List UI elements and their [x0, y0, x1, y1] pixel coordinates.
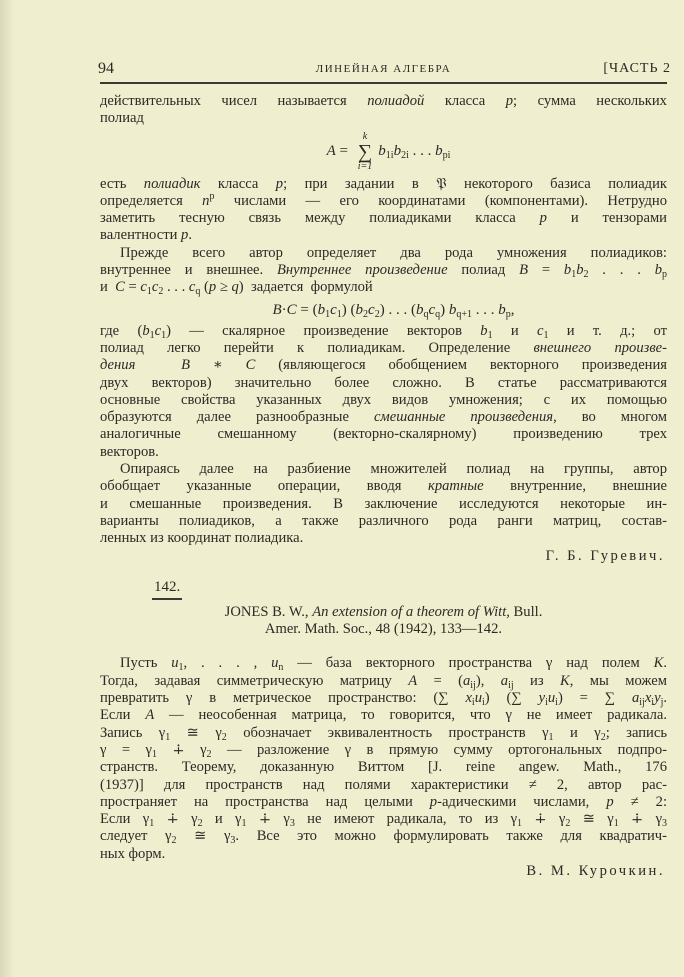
- subscript: j: [660, 697, 664, 709]
- italic-run: K: [560, 672, 570, 689]
- italic-run: c: [154, 322, 162, 339]
- text-run: не имеют радикала, то из γ: [294, 811, 518, 828]
- subscript: 1: [178, 662, 184, 674]
- text-run: аналогичные смешанному (векторно-скалярному) произведению трех: [100, 426, 667, 443]
- text-run: ; запись: [605, 724, 667, 741]
- text-run: ) (: [341, 301, 356, 318]
- italic-run: a: [631, 690, 640, 707]
- italic-run: b: [435, 142, 443, 159]
- text-line: [100, 725, 667, 742]
- italic-run: B ∗ C: [181, 357, 256, 374]
- italic-run: C: [286, 301, 297, 318]
- text-line: [100, 190, 667, 210]
- text-line: [100, 513, 667, 530]
- text-run: заметить тесную связь между полиадиками класса: [100, 210, 540, 227]
- italic-run: x: [465, 690, 472, 707]
- subscript: 1: [336, 308, 342, 320]
- text-run: ) (∑: [484, 690, 539, 707]
- text-line: [100, 461, 667, 478]
- text-run: двух векторов) значительно более сложно. В статье рассматриваются: [100, 374, 667, 391]
- text-run: . . .: [163, 279, 189, 296]
- italic-run: A: [145, 707, 155, 724]
- text-run: класса: [424, 93, 506, 109]
- italic-run: p: [275, 175, 284, 192]
- subscript: 1: [161, 329, 167, 341]
- text-run: Прежде всего автор определяет два рода умножения полиадиков:: [120, 244, 667, 261]
- review-141-signature: Г. Б. Гуревич.: [545, 547, 665, 564]
- subscript: 2i: [401, 149, 409, 161]
- italic-run: u: [271, 655, 279, 672]
- running-header: [98, 58, 671, 84]
- italic-run: p: [505, 93, 514, 109]
- text-run: класса: [200, 175, 276, 192]
- subscript: 2: [600, 731, 606, 743]
- italic-run: b: [142, 322, 150, 339]
- italic-run: b: [480, 322, 488, 339]
- text-run: ≥: [216, 279, 232, 296]
- page-edge-shadow: [0, 0, 14, 977]
- formula-equals: =: [335, 142, 352, 159]
- italic-run: C: [115, 279, 125, 296]
- subscript: q: [423, 308, 429, 320]
- text-run: и смешанные произведения. В заключение исследуются некоторые ин-: [100, 495, 667, 512]
- subscript: n: [278, 662, 284, 674]
- text-run: и: [492, 322, 537, 339]
- italic-run: p: [539, 210, 547, 227]
- text-run: обозначает эквивалентность пространств γ: [226, 724, 549, 741]
- text-line: [100, 176, 667, 193]
- text-line: [100, 110, 667, 127]
- text-line: [100, 673, 667, 690]
- subscript: i: [545, 697, 548, 709]
- text-run: действительных чисел называется: [100, 93, 368, 109]
- italic-run: y: [538, 690, 546, 707]
- text-run: превратить γ в метрическое пространство: (∑: [100, 690, 466, 707]
- text-run: ): [440, 301, 449, 318]
- text-line: [100, 794, 667, 811]
- italic-run: c: [151, 279, 159, 296]
- text-run: основные свойства указанных двух видов умножения; с их помощью: [100, 391, 667, 408]
- subscript: 1: [613, 818, 619, 830]
- text-run: Если: [100, 707, 146, 724]
- italic-run: q: [231, 279, 239, 296]
- text-run: Тогда, задавая симметрическую матрицу: [100, 672, 409, 689]
- text-run: Amer. Math. Soc., 48 (1942), 133—142.: [264, 621, 503, 638]
- text-run: образуются далее разнообразные: [100, 409, 374, 426]
- formula-lhs: A: [326, 142, 336, 159]
- review-141-text-a: [100, 93, 667, 128]
- text-run: и γ: [202, 811, 242, 828]
- text-line: [100, 279, 667, 296]
- text-run: ; сумма нескольких: [513, 93, 667, 109]
- italic-run: a: [463, 672, 471, 689]
- subscript: 2: [197, 818, 203, 830]
- text-run: из: [513, 672, 560, 689]
- text-line: [100, 811, 667, 828]
- text-run: ∔ γ: [157, 741, 207, 758]
- italic-run: x: [644, 690, 652, 707]
- sum-upper-limit: k: [362, 130, 368, 142]
- italic-run: полиадой: [367, 93, 425, 109]
- text-run: и: [100, 279, 116, 296]
- text-run: ≠ 2:: [613, 793, 667, 810]
- text-run: и т. д.; от: [548, 322, 668, 339]
- text-line: [100, 828, 667, 845]
- text-run: ; при задании в 𝔓 некоторого базиса полиадик: [283, 175, 668, 192]
- formula-body: [378, 143, 450, 160]
- italic-run: Внутреннее произведение: [276, 262, 448, 279]
- text-run: [135, 357, 181, 373]
- text-run: ∔ γ: [246, 811, 290, 828]
- text-run: внутренние, внешние: [483, 478, 667, 495]
- subscript: ij: [470, 679, 476, 691]
- italic-run: b: [448, 301, 457, 318]
- text-run: ∔ γ: [154, 811, 198, 828]
- subscript: ij: [639, 697, 645, 709]
- review-number: 142.: [152, 576, 182, 600]
- text-run: где (: [100, 322, 143, 339]
- text-line: [100, 604, 667, 621]
- text-line: [100, 655, 667, 672]
- text-run: следует γ: [100, 828, 172, 845]
- text-run: полиад: [447, 262, 520, 279]
- page-number: 94: [98, 60, 114, 77]
- subscript: 2: [565, 818, 571, 830]
- italic-run: полиадик: [143, 175, 201, 192]
- subscript: p: [505, 308, 511, 320]
- text-line: [100, 707, 667, 724]
- italic-run: b: [355, 301, 364, 318]
- italic-run: B: [519, 262, 529, 279]
- italic-run: n: [202, 192, 210, 209]
- review-141-text-b: [100, 176, 667, 297]
- text-run: внутреннее и внешнее.: [100, 262, 277, 279]
- subscript: 3: [230, 835, 236, 847]
- subscript: 1: [149, 818, 155, 830]
- italic-run: дения: [100, 357, 136, 374]
- text-line: [100, 392, 667, 409]
- italic-run: y: [654, 690, 661, 707]
- subscript: 2: [158, 286, 164, 298]
- sum-symbol: ∑: [357, 140, 373, 163]
- text-run: .: [188, 227, 192, 244]
- text-run: ∔ γ: [522, 811, 566, 828]
- text-run: (: [200, 279, 209, 296]
- text-line: [100, 375, 667, 392]
- italic-run: b: [576, 262, 584, 279]
- text-line: [100, 690, 667, 707]
- text-line: [100, 323, 667, 340]
- text-run: . . .: [588, 262, 655, 279]
- subscript: 2: [206, 748, 212, 760]
- subscript: q+1: [456, 308, 473, 320]
- subscript: 1: [543, 329, 549, 341]
- formula-polyadic-sum: [100, 128, 667, 176]
- text-run: Bull.: [509, 603, 543, 620]
- text-run: ) . . . (: [379, 301, 416, 318]
- subscript: i: [482, 697, 485, 709]
- text-run: , мы можем: [569, 672, 667, 689]
- subscript: 1: [149, 329, 155, 341]
- text-line: [100, 426, 667, 443]
- italic-run: c: [188, 279, 196, 296]
- italic-run: внешнего произве-: [533, 339, 667, 356]
- italic-run: u: [474, 690, 482, 707]
- text-line: [100, 759, 667, 776]
- text-run: странств. Теорему, доказанную Виттом [J. reine angew. Math., 176: [100, 759, 667, 776]
- subscript: ij: [508, 679, 514, 691]
- subscript: 1: [548, 731, 554, 743]
- text-line: [100, 245, 667, 262]
- text-run: γ = γ: [100, 741, 152, 758]
- text-run: определяется: [100, 192, 203, 209]
- text-run: Опираясь далее на разбиение множителей полиад на группы, автор: [120, 461, 667, 478]
- text-line: [100, 742, 667, 759]
- text-run: . . .: [472, 301, 499, 318]
- part-label: [ЧАСТЬ 2: [603, 61, 671, 76]
- subscript: 2: [171, 835, 177, 847]
- subscript: 1: [241, 818, 247, 830]
- text-run: .: [663, 655, 667, 672]
- text-run: ∔ γ: [618, 811, 663, 828]
- italic-run: p: [429, 793, 438, 810]
- text-line: [100, 409, 667, 426]
- page-body: [100, 93, 667, 880]
- subscript: 1i: [385, 149, 394, 161]
- subscript: 1: [325, 308, 331, 320]
- text-run: полиад: [100, 110, 144, 127]
- subscript: i: [555, 697, 558, 709]
- italic-run: c: [536, 322, 544, 339]
- text-line: [100, 846, 667, 863]
- subscript: 1: [517, 818, 523, 830]
- italic-run: u: [547, 690, 556, 707]
- italic-run: b: [393, 142, 402, 159]
- text-run: валентности: [100, 227, 182, 244]
- subscript: 1: [165, 731, 171, 743]
- italic-run: b: [415, 301, 424, 318]
- review-142-signature: В. М. Курочкин.: [526, 862, 665, 879]
- text-run: есть: [100, 175, 144, 192]
- text-run: ) — скалярное произведение векторов: [166, 322, 481, 339]
- italic-run: u: [171, 655, 179, 672]
- sum-lower-limit: i=1: [357, 160, 373, 172]
- italic-run: c: [428, 301, 436, 318]
- text-run: . . .: [408, 142, 436, 159]
- subscript: 3: [289, 818, 295, 830]
- text-run: обобщает указанные операции, вводя: [100, 478, 428, 495]
- text-run: -адическими числами,: [437, 793, 607, 810]
- text-run: (являющегося обобщением векторного произведения: [255, 357, 668, 374]
- text-line: [100, 262, 667, 279]
- subscript: i: [651, 697, 655, 709]
- subscript: pi: [442, 149, 451, 161]
- subscript: q: [195, 286, 201, 298]
- text-run: пространяет на пространства над целыми: [100, 793, 430, 810]
- italic-run: c: [140, 279, 147, 296]
- text-run: Пусть: [120, 655, 172, 672]
- subscript: 1: [146, 286, 152, 298]
- text-run: — разложение γ в прямую сумму ортогональных подпро-: [211, 741, 667, 758]
- text-run: ≅ γ: [176, 828, 231, 845]
- text-run: ) задается формулой: [238, 279, 373, 296]
- text-run: , во многом: [553, 409, 667, 426]
- italic-run: B: [272, 301, 282, 318]
- text-run: ),: [475, 672, 501, 689]
- subscript: p: [661, 269, 667, 281]
- text-line: [100, 496, 667, 513]
- italic-run: p: [606, 793, 614, 810]
- italic-run: A: [408, 672, 418, 689]
- subscript: 1: [571, 269, 577, 281]
- text-run: числами — его координатами (компонентами). Нетрудно: [214, 192, 667, 209]
- summation-sign: [358, 131, 373, 173]
- text-line: [100, 621, 667, 638]
- subscript: q: [435, 308, 441, 320]
- italic-run: смешанные произведения: [373, 409, 554, 426]
- text-run: ≅ γ: [170, 724, 222, 741]
- text-line: [100, 340, 667, 357]
- subscript: 2: [374, 308, 380, 320]
- text-run: ленных из координат полиадика.: [100, 530, 304, 547]
- italic-run: b: [498, 301, 506, 318]
- text-run: JONES B. W.,: [224, 603, 313, 620]
- review-141-text-c: [100, 323, 667, 548]
- italic-run: p: [208, 279, 217, 296]
- text-run: ·: [281, 301, 287, 318]
- text-run: ных форм.: [100, 845, 166, 862]
- text-line: [100, 93, 667, 110]
- text-line: [100, 777, 667, 794]
- italic-run: b: [654, 262, 662, 279]
- italic-run: K: [653, 655, 664, 672]
- text-line: [100, 227, 667, 244]
- review-142-text: [100, 655, 667, 863]
- italic-run: p: [181, 227, 189, 244]
- italic-run: An extension of a theorem of Witt,: [312, 603, 510, 620]
- text-run: = (: [296, 301, 318, 318]
- text-run: . Все это можно формулировать также для квадратич-: [235, 828, 667, 845]
- bibliographic-reference: [100, 604, 667, 639]
- text-line: [100, 478, 667, 495]
- text-run: — неособенная матрица, то говорится, что γ не имеет радикала.: [154, 707, 667, 724]
- text-run: .: [663, 690, 667, 707]
- text-run: , . . . ,: [183, 655, 272, 672]
- italic-run: a: [500, 672, 509, 689]
- text-run: полиад легко перейти к полиадикам. Определение: [100, 339, 534, 356]
- subscript: 2: [583, 269, 589, 281]
- book-page: [98, 58, 671, 880]
- subscript: 2: [221, 731, 227, 743]
- subscript: 1: [152, 748, 157, 760]
- text-run: векторов.: [100, 443, 159, 460]
- text-run: Если γ: [100, 811, 150, 828]
- italic-run: b: [378, 142, 386, 159]
- running-title: ЛИНЕЙНАЯ АЛГЕБРА: [315, 63, 452, 75]
- text-run: =: [528, 262, 564, 279]
- italic-run: c: [330, 301, 337, 318]
- text-run: Запись γ: [100, 724, 166, 741]
- subscript: 3: [662, 818, 668, 830]
- formula-inner-product: [100, 297, 667, 323]
- text-run: варианты полиадиков, а также различного рода ранги матриц, состав-: [100, 512, 667, 529]
- subscript: i: [471, 697, 475, 709]
- superscript: p: [209, 190, 215, 202]
- text-run: =: [124, 279, 141, 296]
- subscript: 1: [487, 329, 493, 341]
- text-line: [100, 530, 667, 547]
- text-run: ≅ γ: [570, 811, 614, 828]
- text-run: — база векторного пространства γ над полем: [283, 655, 654, 672]
- text-line: [100, 357, 667, 374]
- text-run: (1937)] для пространств над полями характеристики ≠ 2, автор рас-: [100, 776, 667, 793]
- italic-run: b: [563, 262, 572, 279]
- text-line: [100, 444, 667, 461]
- text-line: [100, 210, 667, 227]
- italic-run: b: [317, 301, 326, 318]
- text-run: ,: [510, 301, 515, 318]
- text-run: и тензорами: [546, 210, 667, 227]
- subscript: 2: [363, 308, 369, 320]
- text-run: ) = ∑: [557, 690, 632, 707]
- italic-run: c: [368, 301, 375, 318]
- text-run: = (: [417, 672, 463, 689]
- italic-run: кратные: [428, 478, 484, 495]
- text-run: и γ: [553, 724, 601, 741]
